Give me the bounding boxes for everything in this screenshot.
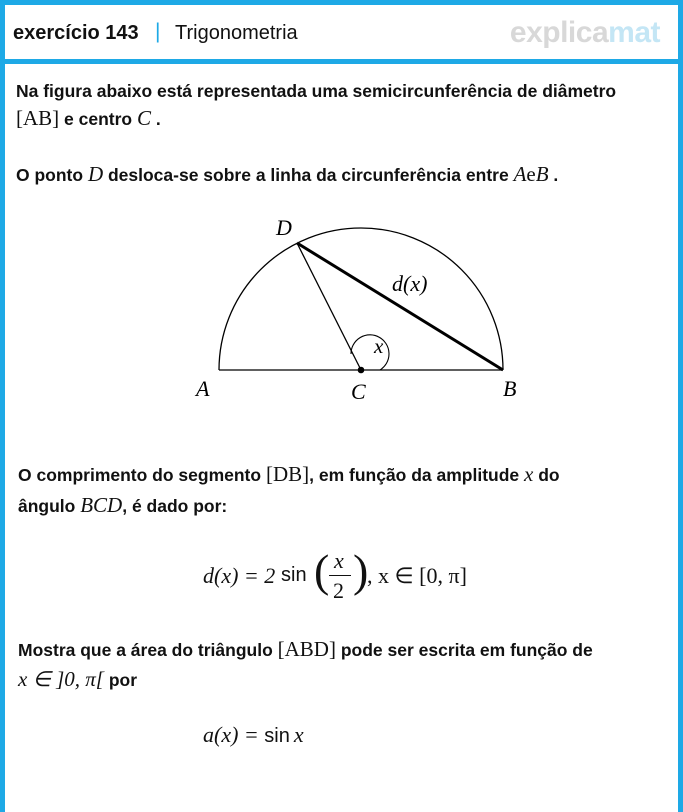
exercise-number: exercício 143 — [13, 22, 139, 44]
center-point-C — [358, 367, 365, 374]
label-C: C — [351, 379, 366, 404]
intro-line-1: Na figura abaixo está representada uma semicircunferência de diâmetro — [16, 81, 617, 101]
label-dx: d(x) — [392, 271, 428, 296]
label-B: B — [503, 376, 517, 401]
label-A: A — [196, 376, 210, 401]
label-D: D — [276, 215, 292, 240]
segment-DB — [297, 243, 503, 370]
formula-ax: a(x) = sin x — [203, 722, 304, 747]
topic-title: Trigonometria — [175, 22, 298, 44]
intro-line-2: [AB] e centro C . — [16, 106, 161, 130]
show-line-1: Mostra que a área do triângulo [ABD] pode ser escrita em função de — [18, 637, 593, 661]
label-x: x — [374, 334, 384, 358]
explicamat-logo: explicamat — [509, 16, 660, 49]
header-separator: | — [155, 20, 161, 43]
semicircle-arc — [219, 228, 503, 370]
length-line-1: O comprimento do segmento [DB], em função da amplitude x do — [18, 462, 560, 486]
show-line-2: x ∈ ]0, π[ por — [18, 667, 138, 691]
point-line: O ponto D desloca-se sobre a linha da circunferência entre AeB . — [16, 162, 559, 186]
length-line-2: ângulo BCD, é dado por: — [18, 493, 228, 517]
